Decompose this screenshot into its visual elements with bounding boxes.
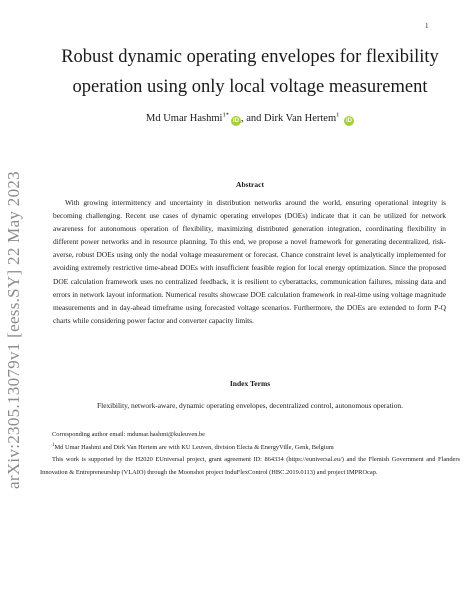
footnote-affiliation-text: Md Umar Hashmi and Dirk Van Hertem are with KU Leuven, division Electa & EnergyVille, Genk, Belgium [54, 443, 334, 451]
author-name: Dirk Van Hertem [263, 113, 337, 124]
footnote-funding: This work is supported by the H2020 EUniversal project, grant agreement ID: 864334 (https://euniversal.eu/) and the Flemish Government and Flanders Innovation & Entrepreneurship (VLAIO) through the Moonshot project InduFlexControl (HBC.2019.0113) and project IMPROcap. [40, 456, 460, 476]
abstract-heading: Abstract [236, 180, 264, 189]
orcid-icon[interactable]: iD [345, 118, 352, 124]
page-number: 1 [425, 22, 429, 30]
footnote-corresponding: Corresponding author email: mdumar.hashmi@kuleuven.be [52, 431, 206, 438]
footnotes [40, 429, 460, 479]
paper-title: Robust dynamic operating envelopes for flexibility operation using only local voltage measurement [61, 47, 439, 97]
affiliation-mark: 1 [336, 111, 340, 119]
corresponding-mark: * [225, 111, 229, 119]
orcid-icon[interactable]: iD [232, 118, 239, 124]
footnote-affiliation [40, 442, 460, 455]
index-terms-text: Flexibility, network-aware, dynamic operating envelopes, decentralized control, autonomous operation. [97, 401, 403, 410]
author-separator: , and [240, 113, 264, 124]
affiliation-mark: 1 [222, 111, 226, 119]
author-name: Md Umar Hashmi [146, 113, 223, 124]
abstract-body: With growing intermittency and uncertainty in distribution networks around the world, ensuring operational integrity is becoming challenging. Recent use cases of dynamic operating envelopes (DOEs) indicate that it can be utilized for network awareness for autonomous operation of flexibility, maximizing distributed generation integration, coordinating flexibility in different power networks and in resource planning. To this end, we propose a novel framework for generating decentralized, risk-averse, robust DOEs using only the nodal voltage measurement or forecast. Chance constraint level is analytically implemented for avoiding extremely restrictive time-ahead DOEs with insufficient feasible region for local energy optimization. Since the proposed DOE calculation framework uses no centralized feedback, it is resilient to cyberattacks, communication failures, missing data and errors in network layout information. Numerical results showcase DOE calculation framework in real-time using voltage magnitude measurements and in day-ahead timeframe using forecasted voltage scenarios. Furthermore, the DOEs are extended to form P-Q charts while considering power factor and converter capacity limits. [53, 198, 446, 325]
arxiv-identifier-text: arXiv:2305.13079v1 [eess.SY] 22 May 2023 [4, 171, 23, 489]
footnote-mark: 1 [52, 442, 55, 448]
author-list [40, 113, 460, 126]
index-terms-heading: Index Terms [229, 379, 271, 388]
